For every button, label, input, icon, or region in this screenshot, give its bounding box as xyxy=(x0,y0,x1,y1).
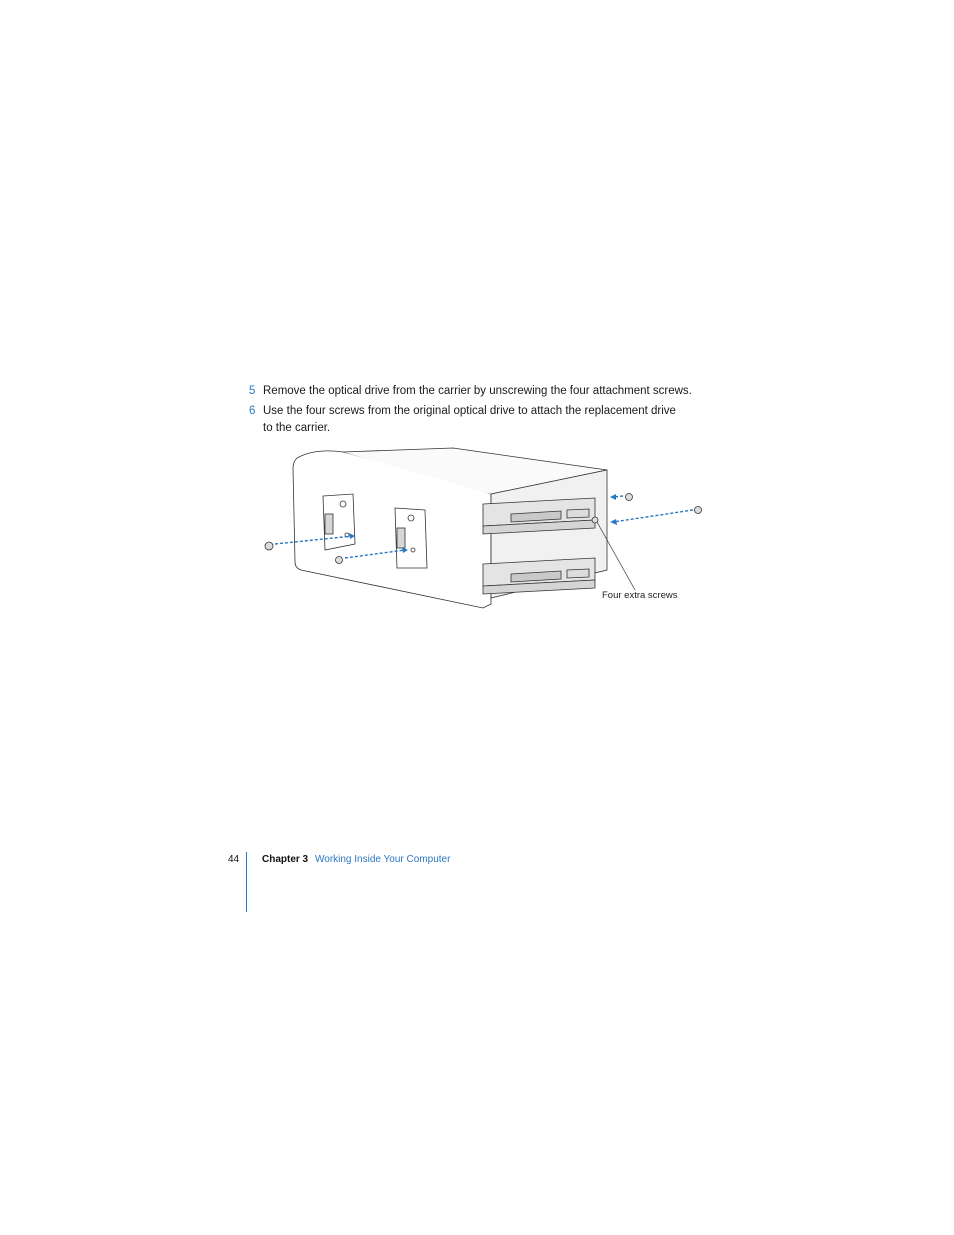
chapter-title: Working Inside Your Computer xyxy=(315,854,451,865)
chapter-label: Chapter 3 xyxy=(262,854,309,865)
step-number: 5 xyxy=(249,385,256,397)
step-number: 6 xyxy=(249,405,256,417)
step-6 xyxy=(249,403,679,437)
footer-divider xyxy=(246,852,247,912)
step-text: Remove the optical drive from the carrier by unscrewing the four attachment screws. xyxy=(263,385,692,397)
page-number: 44 xyxy=(228,854,240,865)
figure-callout: Four extra screws xyxy=(602,590,678,601)
step-text: Use the four screws from the original optical drive to attach the replacement drive to the carrier. xyxy=(263,405,676,434)
step-5 xyxy=(249,383,719,400)
